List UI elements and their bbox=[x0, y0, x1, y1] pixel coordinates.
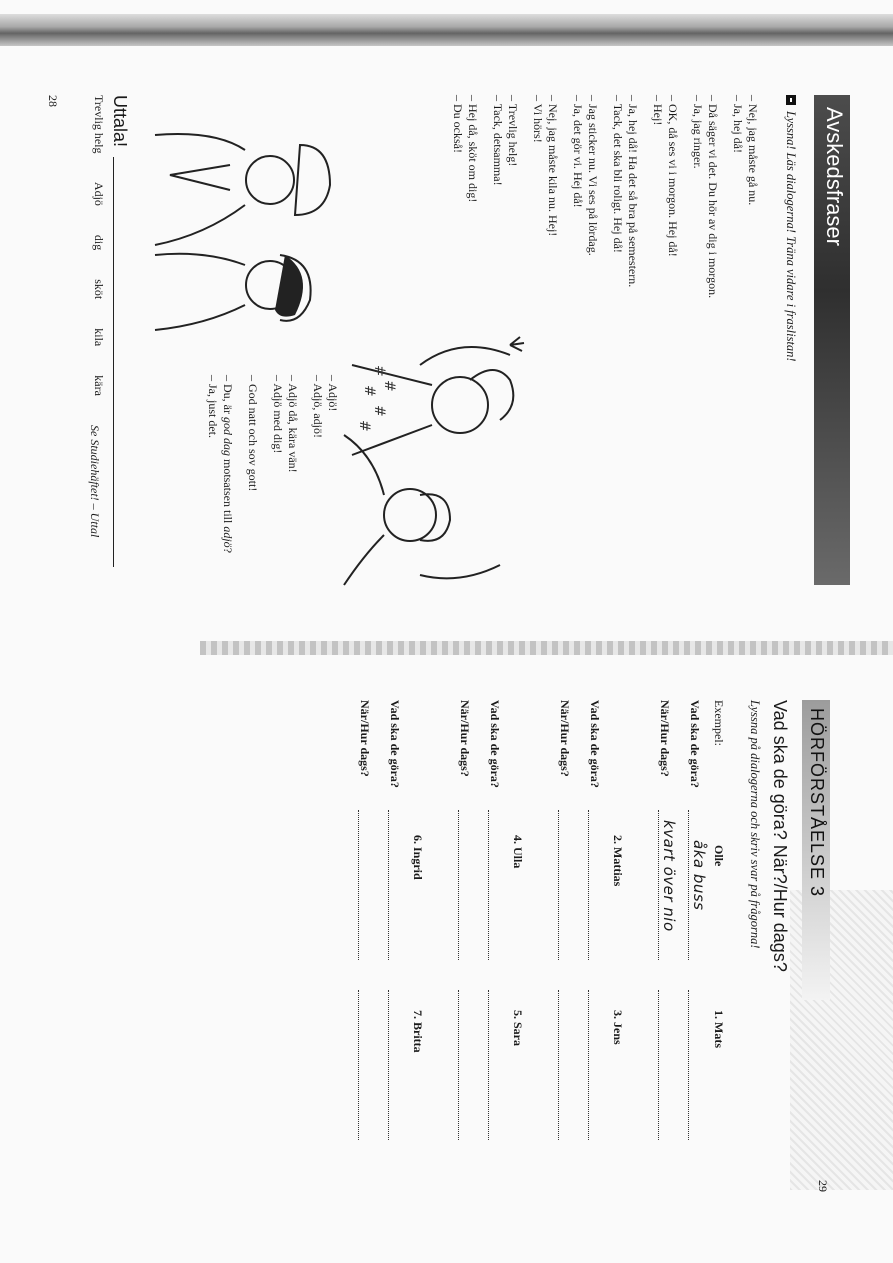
name-britta: 7. Britta bbox=[411, 1010, 425, 1053]
answer-line[interactable] bbox=[688, 990, 689, 1140]
question-what: Vad ska de göra? bbox=[488, 700, 502, 788]
answer-line[interactable] bbox=[588, 990, 589, 1140]
page-number: 29 bbox=[816, 1180, 830, 1192]
name-ulla: 4. Ulla bbox=[511, 835, 525, 869]
waving-people-illustration bbox=[330, 325, 610, 595]
answer-line[interactable] bbox=[488, 990, 489, 1140]
dialog-block-1 bbox=[450, 95, 760, 298]
dialog-line: – Tack, detsamma! bbox=[491, 95, 505, 186]
dialog-line: – Tack, det ska bli roligt. Hej då! bbox=[611, 95, 625, 253]
uttala-words bbox=[91, 95, 106, 422]
answer-line[interactable] bbox=[658, 990, 659, 1140]
dialog-line: – OK, då ses vi i morgon. Hej då! bbox=[666, 95, 680, 257]
dialog-line: – Adjö då, kära vän! bbox=[286, 375, 300, 473]
dialog-block-2 bbox=[205, 375, 340, 553]
question-when: När/Hur dags? bbox=[358, 700, 372, 777]
svg-text:#: # bbox=[371, 405, 387, 417]
example-name: Olle bbox=[712, 845, 726, 867]
word: dig bbox=[92, 234, 106, 251]
question-when: När/Hur dags? bbox=[658, 700, 672, 777]
question-what: Vad ska de göra? bbox=[688, 700, 702, 788]
question-what: Vad ska de göra? bbox=[588, 700, 602, 788]
svg-text:#: # bbox=[356, 420, 372, 432]
answer-line[interactable] bbox=[358, 810, 359, 960]
name-jens: 3. Jens bbox=[611, 1010, 625, 1045]
answer-line bbox=[658, 810, 659, 960]
page-29 bbox=[190, 700, 830, 1190]
instruction-text: Lyssna! Läs dialogerna! Träna vidare i fraslistan! bbox=[784, 111, 798, 362]
dialog-line: – Nej, jag måste kila nu. Hej! bbox=[546, 95, 560, 237]
exercise-title: Vad ska de göra? När?/Hur dags? bbox=[770, 700, 790, 972]
instruction bbox=[783, 95, 798, 362]
page-number: 28 bbox=[46, 95, 60, 107]
dialog-line: – Ja, hej då! bbox=[731, 95, 745, 153]
name-mats: 1. Mats bbox=[712, 1010, 726, 1048]
answer-line[interactable] bbox=[458, 990, 459, 1140]
dialog-line: – Adjö med dig! bbox=[271, 375, 285, 454]
word: kila bbox=[92, 328, 106, 347]
see-note: Se Studiehäftet! – Uttal bbox=[88, 425, 102, 538]
word: kära bbox=[92, 375, 106, 396]
header-bar bbox=[814, 95, 850, 585]
svg-text:#: # bbox=[371, 365, 387, 377]
audio-icon bbox=[786, 95, 796, 105]
answer-line bbox=[688, 810, 689, 960]
answer-line[interactable] bbox=[588, 810, 589, 960]
name-sara: 5. Sara bbox=[511, 1010, 525, 1046]
dialog-line: – Ja, jag ringer. bbox=[691, 95, 705, 169]
scan-gutter bbox=[200, 641, 893, 655]
dialog-line: – Adjö, adjö! bbox=[311, 375, 325, 438]
word: Adjö bbox=[92, 181, 106, 206]
dialog-line: – Hej då, sköt om dig! bbox=[466, 95, 480, 203]
dialog-line: – Nej, jag måste gå nu. bbox=[746, 95, 760, 206]
dialog-line: – Du också! bbox=[451, 95, 465, 153]
dialog-line: – God natt och sov gott! bbox=[246, 375, 260, 492]
dialog-line: – Då säger vi det. Du hör av dig i morgon. bbox=[706, 95, 720, 299]
svg-text:#: # bbox=[361, 385, 377, 397]
section-tag bbox=[802, 700, 830, 1000]
question-what: Vad ska de göra? bbox=[388, 700, 402, 788]
page-28 bbox=[46, 95, 850, 605]
word: sköt bbox=[92, 279, 106, 300]
answer-line[interactable] bbox=[488, 810, 489, 960]
page-title: Avskedsfraser bbox=[822, 107, 847, 246]
dialog-line: – Adjö! bbox=[326, 375, 340, 412]
answer-line[interactable] bbox=[558, 990, 559, 1140]
dialog-line: – Jag sticker nu. Vi ses på lördag. bbox=[586, 95, 600, 256]
example-answer-when: kvart över nio bbox=[660, 820, 678, 932]
dialog-question: – Du, är god dag motsatsen till adjö? bbox=[221, 375, 235, 554]
answer-line[interactable] bbox=[388, 810, 389, 960]
dialog-line: – Ja, just det. bbox=[206, 375, 220, 438]
section-tag-text: HÖRFÖRSTÅELSE 3 bbox=[807, 708, 827, 898]
svg-text:#: # bbox=[381, 380, 397, 392]
dialog-line: – Ja, hej då! Ha det så bra på semestern. bbox=[626, 95, 640, 288]
dialog-line: – Trevlig helg! bbox=[506, 95, 520, 167]
couple-with-hats-illustration bbox=[140, 95, 340, 345]
exempel-label: Exempel: bbox=[712, 700, 726, 746]
question-when: När/Hur dags? bbox=[558, 700, 572, 777]
dialog-line: – Vi hörs! bbox=[531, 95, 545, 143]
answer-line[interactable] bbox=[458, 810, 459, 960]
exercise-instruction: Lyssna på dialogerna och skriv svar på frågorna! bbox=[748, 700, 762, 949]
question-when: När/Hur dags? bbox=[458, 700, 472, 777]
dialog-line: – Hej! bbox=[651, 95, 665, 126]
scan-shadow-top bbox=[0, 14, 893, 46]
uttala-rule bbox=[113, 157, 114, 567]
word: Trevlig helg bbox=[92, 95, 106, 154]
name-mattias: 2. Mattias bbox=[611, 835, 625, 887]
example-answer-what: åka buss bbox=[690, 840, 708, 911]
dialog-line: – Ja, det gör vi. Hej då! bbox=[571, 95, 585, 208]
uttala-heading: Uttala! bbox=[110, 95, 130, 148]
answer-line[interactable] bbox=[388, 990, 389, 1140]
name-ingrid: 6. Ingrid bbox=[411, 835, 425, 880]
answer-line[interactable] bbox=[558, 810, 559, 960]
answer-line[interactable] bbox=[358, 990, 359, 1140]
